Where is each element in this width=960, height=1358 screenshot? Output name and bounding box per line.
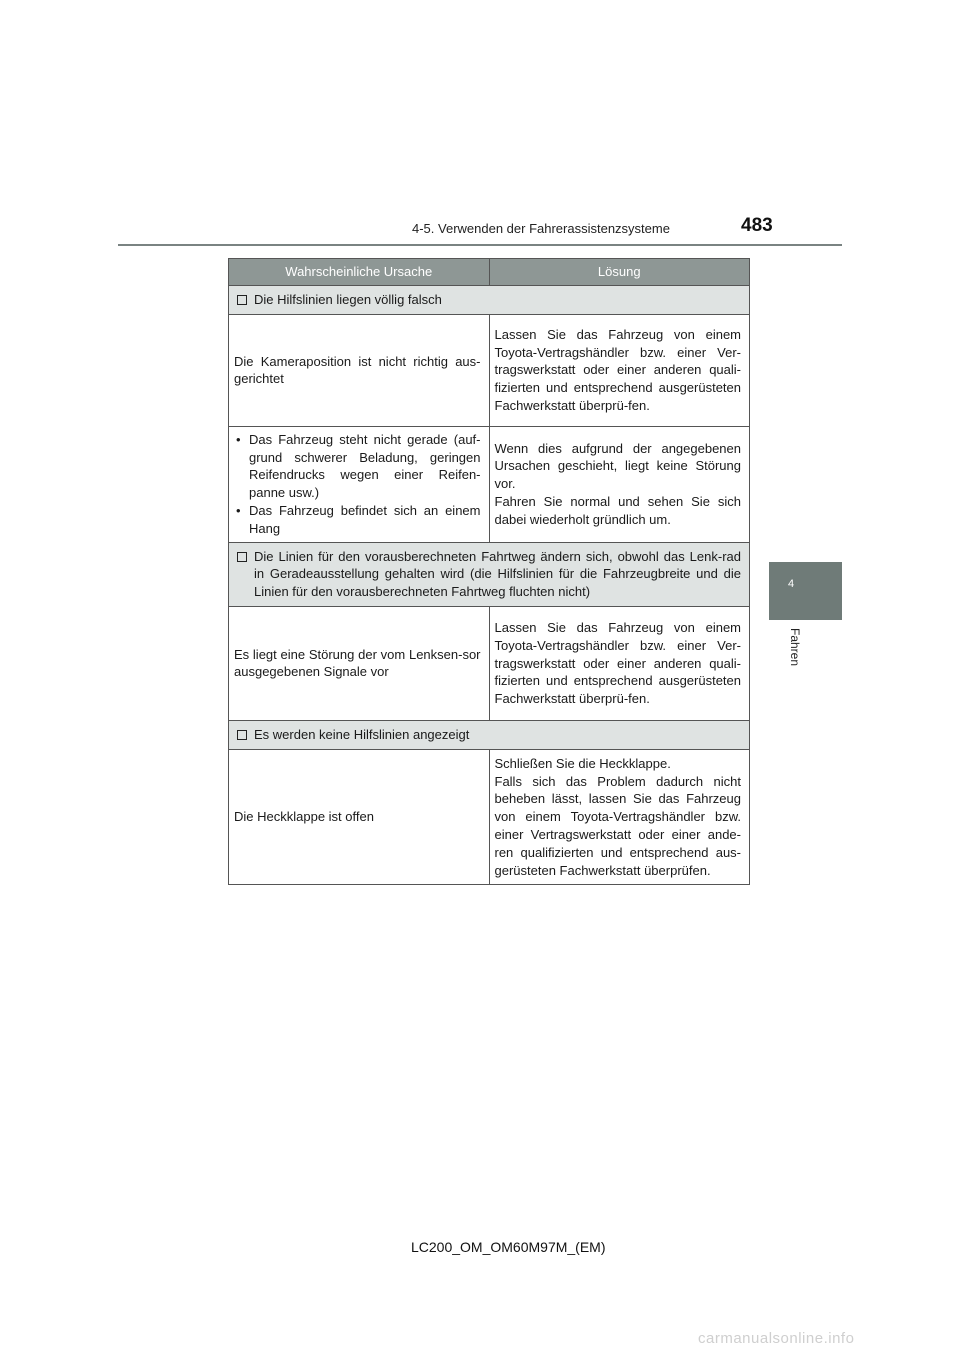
section-heading-row bbox=[229, 542, 750, 606]
solution-text: Schließen Sie die Heckklappe. bbox=[494, 755, 671, 771]
cause-cell bbox=[229, 426, 490, 542]
solution-text: Fahren Sie normal und sehen Sie sich dabei wiederholt gründlich um. bbox=[494, 494, 741, 527]
table-row bbox=[229, 606, 750, 720]
header-divider bbox=[118, 244, 842, 246]
table-row bbox=[229, 314, 750, 426]
section-heading-row bbox=[229, 720, 750, 749]
checkbox-square-icon bbox=[237, 295, 247, 305]
table-header-row bbox=[229, 259, 750, 286]
solution-cell bbox=[489, 749, 750, 885]
solution-cell bbox=[489, 426, 750, 542]
solution-cell bbox=[489, 606, 750, 720]
solution-text: Lassen Sie das Fahrzeug von einem Toyota-Vertragshändler bzw. einer Ver-tragswerkstatt oder einer anderen quali-fizierten und entsprechend ausgerüsteten Fachwerkstatt überprü-fen. bbox=[494, 326, 741, 413]
page-number: 483 bbox=[741, 215, 773, 236]
cause-cell: Die Kameraposition ist nicht richtig aus-gerichtet bbox=[229, 314, 490, 426]
column-header-cause: Wahrscheinliche Ursache bbox=[229, 259, 490, 286]
column-header-solution: Lösung bbox=[489, 259, 750, 286]
cause-bullet: • Das Fahrzeug befindet sich an einem Hang bbox=[234, 502, 481, 538]
chapter-tab bbox=[769, 562, 842, 620]
solution-cell bbox=[489, 314, 750, 426]
section-heading: Die Hilfslinien liegen völlig falsch bbox=[254, 292, 442, 307]
watermark-text: carmanualsonline.info bbox=[698, 1330, 855, 1347]
chapter-label: Fahren bbox=[788, 628, 802, 667]
cause-cell: Die Heckklappe ist offen bbox=[229, 749, 490, 885]
section-heading-row bbox=[229, 286, 750, 315]
troubleshooting-table bbox=[228, 258, 750, 885]
table-row bbox=[229, 749, 750, 885]
cause-bullet: • Das Fahrzeug steht nicht gerade (auf-grund schwerer Beladung, geringen Reifendrucks wegen einer Reifen-panne usw.) bbox=[234, 431, 481, 502]
solution-text: Wenn dies aufgrund der angegebenen Ursachen geschieht, liegt keine Störung vor. bbox=[494, 440, 741, 492]
table-row bbox=[229, 426, 750, 542]
document-id: LC200_OM_OM60M97M_(EM) bbox=[411, 1239, 606, 1255]
cause-cell: Es liegt eine Störung der vom Lenksen-sor ausgegebenen Signale vor bbox=[229, 606, 490, 720]
section-title: 4-5. Verwenden der Fahrerassistenzsysteme bbox=[412, 221, 670, 236]
solution-text: Falls sich das Problem dadurch nicht beheben lässt, lassen Sie das Fahrzeug von einem Toyota-Vertragshändler bzw. einer Vertragswerkstatt oder einer ande-ren qualifizierten und entsprechend aus-gerüsteten Fachwerkstatt überprüfen. bbox=[494, 773, 741, 878]
checkbox-square-icon bbox=[237, 730, 247, 740]
checkbox-square-icon bbox=[237, 552, 247, 562]
solution-text: Lassen Sie das Fahrzeug von einem Toyota-Vertragshändler bzw. einer Ver-tragswerkstatt oder einer anderen quali-fizierten und entsprechend ausgerüsteten Fachwerkstatt überprü-fen. bbox=[494, 619, 741, 707]
section-heading: Es werden keine Hilfslinien angezeigt bbox=[254, 726, 470, 742]
chapter-number: 4 bbox=[788, 578, 795, 590]
section-heading: Die Linien für den vorausberechneten Fahrtweg ändern sich, obwohl das Lenk-rad in Geradeausstellung gehalten wird (die Hilfslinien für die Fahrzeugbreite und die Linien für den vorausberechneten Fahrtweg fluchten nicht) bbox=[254, 548, 741, 600]
